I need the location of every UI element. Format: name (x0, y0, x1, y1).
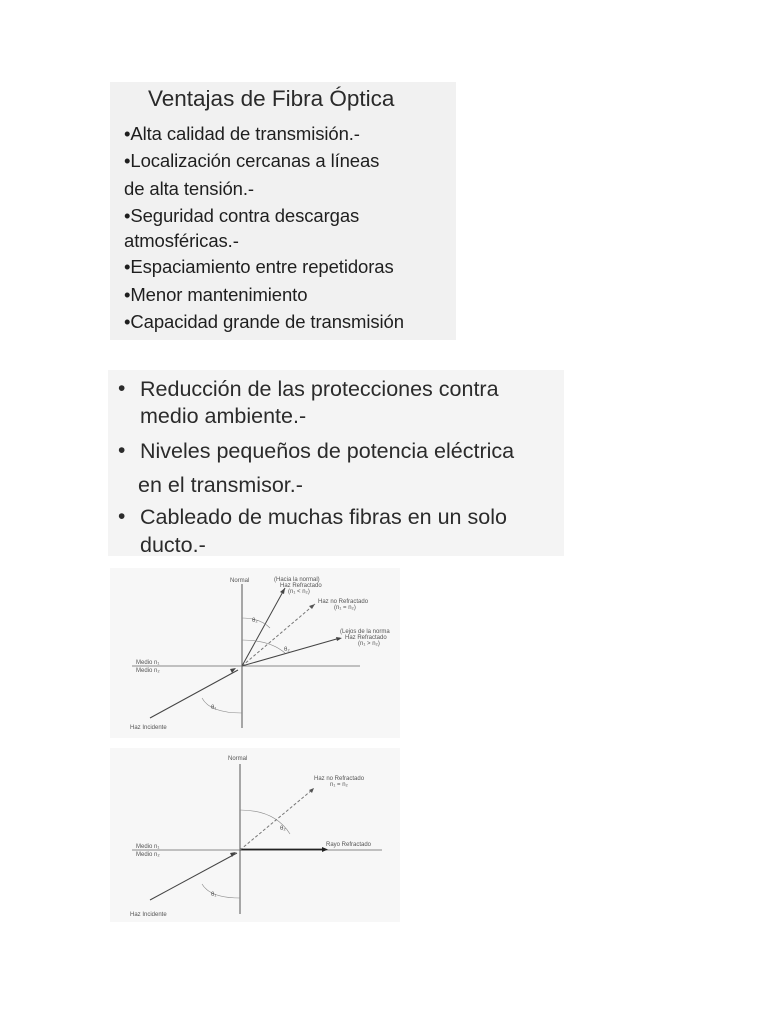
angle-label: θ₁ (211, 892, 217, 898)
label: Haz Refractado (280, 583, 322, 589)
advantage-line: •Capacidad grande de transmisión (124, 311, 404, 332)
angle-arc (242, 640, 285, 653)
list-item: Niveles pequeños de potencia eléctrica (140, 439, 515, 463)
medium-2-label: Medio n₂ (136, 852, 160, 858)
refracted-ray-toward-normal (242, 588, 285, 666)
label: Haz no Refractado (318, 599, 369, 605)
non-refracted-ray (240, 790, 312, 850)
angle-arc (202, 698, 242, 713)
list-item: en el transmisor.- (138, 473, 303, 497)
label: Haz no Refractado (314, 776, 365, 782)
medium-1-label: Medio n₁ (136, 844, 160, 850)
medium-1-label: Medio n₁ (136, 660, 160, 666)
label: (n₁ < n₂) (288, 589, 310, 595)
refraction-diagram-2 (110, 748, 400, 922)
arrow-icon (336, 637, 342, 641)
advantage-line: •Localización cercanas a líneas (124, 150, 380, 171)
list-item: ducto.- (140, 533, 206, 557)
list-item: Reducción de las protecciones contra (140, 377, 499, 401)
bullet-mark: • (118, 439, 126, 462)
advantage-line: •Alta calidad de transmisión.- (124, 123, 360, 144)
bullet-mark: • (118, 377, 126, 400)
label: (Lejos de la norma (340, 629, 390, 635)
angle-label: θ₁ (211, 705, 217, 711)
slide-title: Ventajas de Fibra Óptica (148, 86, 395, 111)
non-refracted-ray (242, 604, 315, 666)
label: (n₁ = n₂) (334, 605, 356, 611)
incident-label: Haz Incidente (130, 912, 167, 918)
label: n₁ = n₂ (330, 782, 348, 788)
incident-ray (150, 853, 237, 900)
label: (n₁ > n₂) (358, 641, 380, 647)
medium-2-label: Medio n₂ (136, 668, 160, 674)
refraction-diagram-1 (110, 568, 400, 738)
list-item: Cableado de muchas fibras en un solo (140, 505, 507, 529)
refracted-ray-label: Rayo Refractado (326, 842, 372, 848)
advantage-line: •Espaciamiento entre repetidoras (124, 256, 394, 277)
list-item: medio ambiente.- (140, 404, 307, 428)
angle-arc (202, 884, 240, 898)
normal-label: Normal (228, 756, 248, 762)
advantage-line: •Seguridad contra descargas (124, 205, 360, 226)
advantage-line: •Menor mantenimiento (124, 284, 308, 305)
arrow-icon (309, 604, 315, 609)
label: (Hacia la normal) (274, 577, 320, 583)
advantage-line: de alta tensión.- (124, 178, 254, 199)
incident-ray (150, 670, 238, 718)
normal-label: Normal (230, 578, 250, 584)
angle-label: θ₂ (284, 647, 290, 653)
label: Haz Refractado (345, 635, 387, 641)
incident-label: Haz Incidente (130, 725, 167, 731)
refracted-ray-away-normal (242, 638, 340, 666)
bullet-mark: • (118, 505, 126, 528)
advantage-line: atmosféricas.- (124, 230, 239, 251)
angle-label: θ₂ (252, 618, 258, 624)
angle-label: θ₂ (280, 826, 286, 832)
